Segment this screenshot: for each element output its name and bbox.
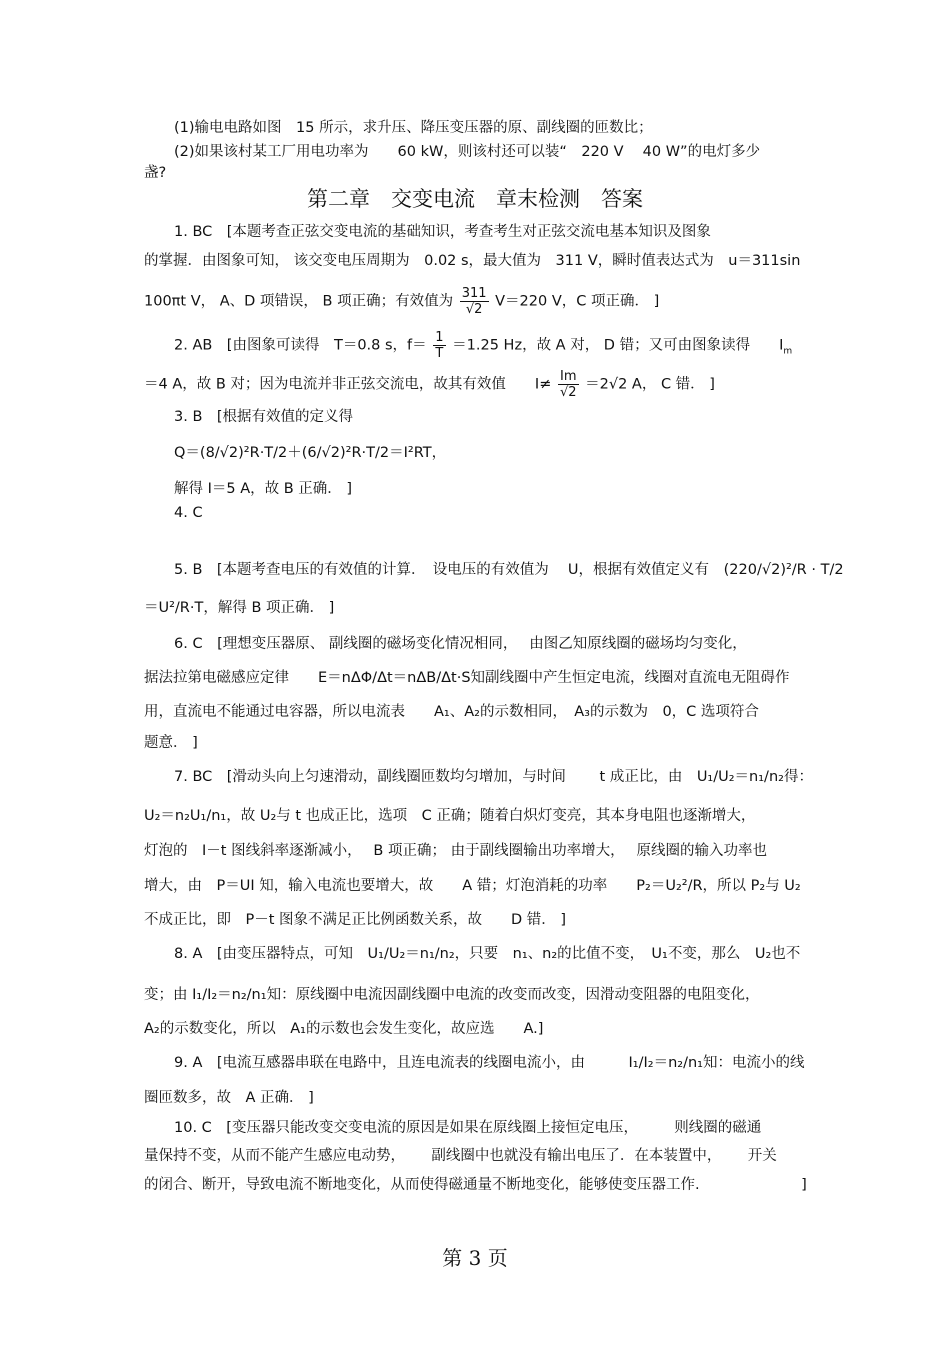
page-number: 第 3 页 bbox=[442, 1246, 508, 1270]
answer-2-text-c: ＝4 A，故 B 对；因为电流并非正弦交流电，故其有效值 I≠ bbox=[144, 376, 552, 393]
answer-1-text-b: V＝220 V，C 项正确． ] bbox=[495, 293, 660, 310]
answer-6-line-3: 用，直流电不能通过电容器，所以电流表 A₁、A₂的示数相同， A₃的示数为 0，C 选项符合 bbox=[144, 704, 759, 720]
fraction-numerator: Im bbox=[558, 369, 579, 385]
answer-6-line-2: 据法拉第电磁感应定律 E＝nΔΦ/Δt＝nΔB/Δt·S知副线圈中产生恒定电流，线圈对直流电无阻碍作 bbox=[144, 670, 790, 686]
answer-5-line-2: ＝U²/R·T，解得 B 项正确． ] bbox=[144, 600, 335, 616]
answer-2-text-b: ＝1.25 Hz，故 A 对， D 错；又可由图象读得 I bbox=[452, 337, 784, 354]
answer-10-line-1: 10. C [变压器只能改变交变电流的原因是如果在原线圈上接恒定电压， 则线圈的磁通 bbox=[174, 1120, 762, 1136]
answer-4: 4. C bbox=[174, 505, 203, 521]
fraction-denominator: √2 bbox=[465, 302, 483, 317]
answer-7-line-2: U₂＝n₂U₁/n₁，故 U₂与 t 也成正比，选项 C 正确；随着白炽灯变亮，其本身电阻也逐渐增大， bbox=[144, 808, 756, 824]
answer-7-line-5: 不成正比，即 P－t 图象不满足正比例函数关系，故 D 错． ] bbox=[144, 912, 567, 928]
answer-5-fraction: (220/√2)²/R · T/2 bbox=[723, 562, 844, 578]
fraction-denominator: √2 bbox=[559, 385, 577, 400]
answer-5-line-1 bbox=[174, 560, 844, 580]
answer-6-line-4: 题意． ] bbox=[144, 735, 198, 751]
fraction-311-sqrt2 bbox=[460, 286, 489, 317]
answer-8-line-2: 变；由 I₁/I₂＝n₂/n₁知：原线圈中电流因副线圈中电流的改变而改变，因滑动变阻器的电阻变化， bbox=[144, 987, 760, 1003]
fraction-numerator: 311 bbox=[461, 286, 487, 301]
subscript-m: m bbox=[783, 346, 793, 357]
answer-10-line-2: 量保持不变，从而不能产生感应电动势， 副线圈中也就没有输出电压了．在本装置中， 开关 bbox=[144, 1148, 777, 1164]
answer-1-text-a: 100πt V， A、D 项错误， B 项正确；有效值为 bbox=[144, 293, 454, 310]
answer-3-line-1: 3. B [根据有效值的定义得 bbox=[174, 409, 354, 425]
answer-1-line-3 bbox=[144, 286, 659, 317]
answer-3-formula: Q＝(8/√2)²R·T/2＋(6/√2)²R·T/2＝I²RT， bbox=[174, 445, 447, 461]
answer-1-line-2: 的掌握．由图象可知， 该交变电压周期为 0.02 s，最大值为 311 V，瞬时值表达式为 u＝311sin bbox=[144, 253, 801, 269]
answer-2-line-1 bbox=[174, 330, 792, 361]
fraction-Im-sqrt2 bbox=[558, 369, 579, 400]
fraction-denominator: T bbox=[435, 346, 444, 361]
fraction-numerator: 1 bbox=[435, 330, 444, 345]
answer-2-text-d: ＝2√2 A， C 错． ] bbox=[585, 376, 715, 393]
answer-2-text-a: 2. AB [由图象可读得 T＝0.8 s，f＝ bbox=[174, 337, 427, 354]
page-title: 第二章 交变电流 章末检测 答案 bbox=[307, 187, 643, 211]
answer-1-line-1: 1. BC [本题考查正弦交变电流的基础知识，考查考生对正弦交流电基本知识及图象 bbox=[174, 224, 711, 240]
answer-9-line-2: 圈匝数多，故 A 正确． ] bbox=[144, 1090, 314, 1106]
answer-6-line-1: 6. C [理想变压器原、 副线圈的磁场变化情况相同， 由图乙知原线圈的磁场均匀变化， bbox=[174, 636, 747, 652]
answer-8-line-1: 8. A [由变压器特点，可知 U₁/U₂＝n₁/n₂，只要 n₁、n₂的比值不变， U₁不变，那么 U₂也不 bbox=[174, 946, 801, 962]
answer-7-line-3: 灯泡的 I－t 图线斜率逐渐减小， B 项正确； 由于副线圈输出功率增大， 原线圈的输入功率也 bbox=[144, 843, 767, 859]
answer-2-line-2 bbox=[144, 369, 715, 400]
fraction-1-over-T bbox=[433, 330, 445, 361]
answer-3-line-3: 解得 I＝5 A，故 B 正确． ] bbox=[174, 481, 353, 497]
answer-8-line-3: A₂的示数变化，所以 A₁的示数也会发生变化，故应选 A.] bbox=[144, 1021, 544, 1037]
answer-10-line-3: 的闭合、断开，导致电流不断地变化，从而使得磁通量不断地变化，能够使变压器工作. ] bbox=[144, 1177, 807, 1193]
answer-7-line-4: 增大，由 P＝UI 知，输入电流也要增大，故 A 错；灯泡消耗的功率 P₂＝U₂²/R，所以 P₂与 U₂ bbox=[144, 878, 801, 894]
question-line-3: 盏? bbox=[144, 165, 167, 181]
answer-5-text: 5. B [本题考查电压的有效值的计算． 设电压的有效值为 U，根据有效值定义有 bbox=[174, 562, 710, 578]
question-line-2: (2)如果该村某工厂用电功率为 60 kW，则该村还可以装“ 220 V 40 W”的电灯多少 bbox=[174, 144, 761, 160]
answer-9-line-1: 9. A [电流互感器串联在电路中，且连电流表的线圈电流小，由 I₁/I₂＝n₂/n₁知：电流小的线 bbox=[174, 1055, 805, 1071]
answer-7-line-1: 7. BC [滑动头向上匀速滑动，副线圈匝数均匀增加，与时间 t 成正比，由 U₁/U₂＝n₁/n₂得： bbox=[174, 769, 813, 785]
question-line-1: (1)输电电路如图 15 所示，求升压、降压变压器的原、副线圈的匝数比； bbox=[174, 120, 653, 136]
